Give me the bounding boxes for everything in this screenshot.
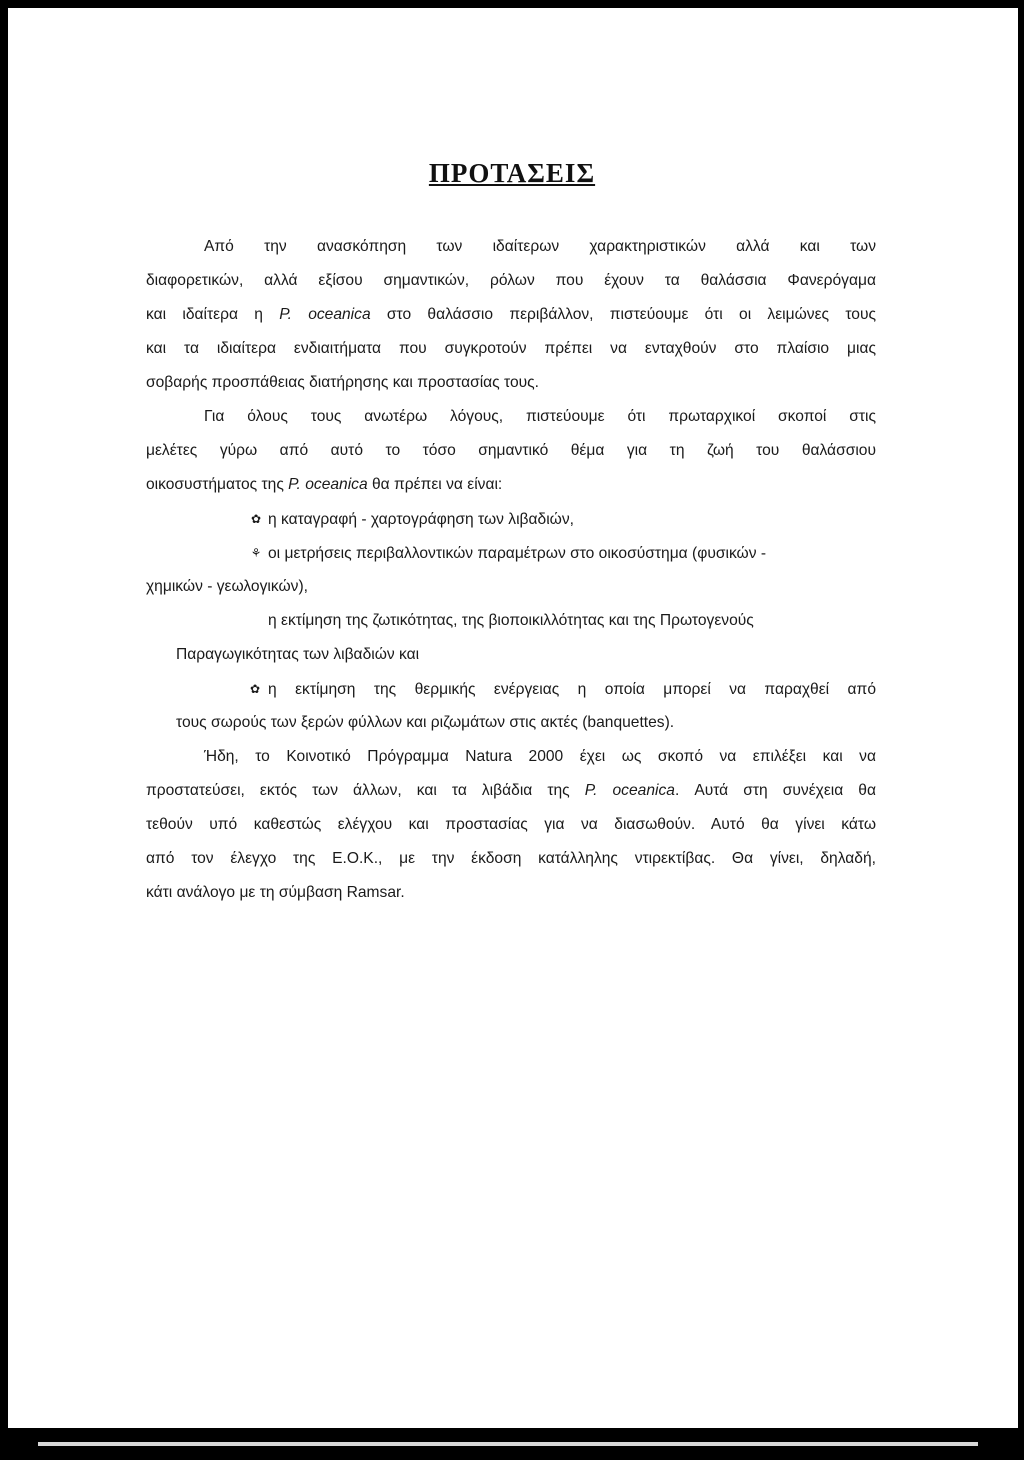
p3-line-3: τεθούν υπό καθεστώς ελέγχου και προστασίας για να διασωθούν. Αυτό θα γίνει κάτω [146,816,876,833]
bullet-item-4: ✿ η εκτίμηση της θερμικής ενέργειας η οποία μπορεί να παραχθεί από [250,681,876,698]
bullet-item-2-cont: χημικών - γεωλογικών), [146,578,308,595]
sun-icon: ✿ [250,682,261,696]
page-title: ΠΡΟΤΑΣΕΙΣ [428,158,596,188]
species-name: P. oceanica [288,476,368,493]
bullet-item-3-cont: Παραγωγικότητας των λιβαδιών και [176,646,420,663]
bullet-item-2: ⚘ οι μετρήσεις περιβαλλοντικών παραμέτρων στο οικοσύστημα (φυσικών - [250,545,767,562]
p3-line-1: Ήδη, το Κοινοτικό Πρόγραμμα Natura 2000 έχει ως σκοπό να επιλέξει και να [204,748,876,765]
p2-line-3: οικοσυστήματος της P. oceanica θα πρέπει να είναι: [146,476,503,493]
sun-icon: ✿ [250,512,262,526]
species-name: P. oceanica [279,306,371,323]
p1-line-1: Από την ανασκόπηση των ιδαίτερων χαρακτηριστικών αλλά και των [204,238,876,255]
p1-line-4: και τα ιδιαίτερα ενδιαιτήματα που συγκροτούν πρέπει να ενταχθούν στο πλαίσιο μιας [146,340,876,357]
bottom-rule [38,1442,978,1446]
p1-line-2: διαφορετικών, αλλά εξίσου σημαντικών, ρόλων που έχουν τα θαλάσσια Φανερόγαμα [146,272,876,289]
plant-icon: ⚘ [250,546,262,560]
p1-line-5: σοβαρής προσπάθειας διατήρησης και προστασίας τους. [146,374,540,391]
p3-line-2: προστατεύσει, εκτός των άλλων, και τα λιβάδια της P. oceanica. Αυτά στη συνέχεια θα [146,782,876,799]
bullet-item-4-cont: τους σωρούς των ξερών φύλλων και ριζωμάτων στις ακτές (banquettes). [176,714,675,731]
p2-line-1: Για όλους τους ανωτέρω λόγους, πιστεύουμε ότι πρωταρχικοί σκοποί στις [204,408,876,425]
p2-line-2: μελέτες γύρω από αυτό το τόσο σημαντικό θέμα για τη ζωή του θαλάσσιου [146,442,876,459]
p1-line-3: και ιδαίτερα η P. oceanica στο θαλάσσιο περιβάλλον, πιστεύουμε ότι οι λειμώνες τους [146,306,876,323]
species-name: P. oceanica [584,782,675,799]
bullet-item-1: ✿ η καταγραφή - χαρτογράφηση των λιβαδιών, [250,511,574,528]
p3-line-4: από τον έλεγχο της Ε.Ο.Κ., με την έκδοση κατάλληλης ντιρεκτίβας. Θα γίνει, δηλαδή, [146,850,876,867]
bullet-item-3: η εκτίμηση της ζωτικότητας, της βιοποικιλλότητας και της Πρωτογενούς [268,612,754,629]
p3-line-5: κάτι ανάλογο με τη σύμβαση Ramsar. [146,884,405,901]
